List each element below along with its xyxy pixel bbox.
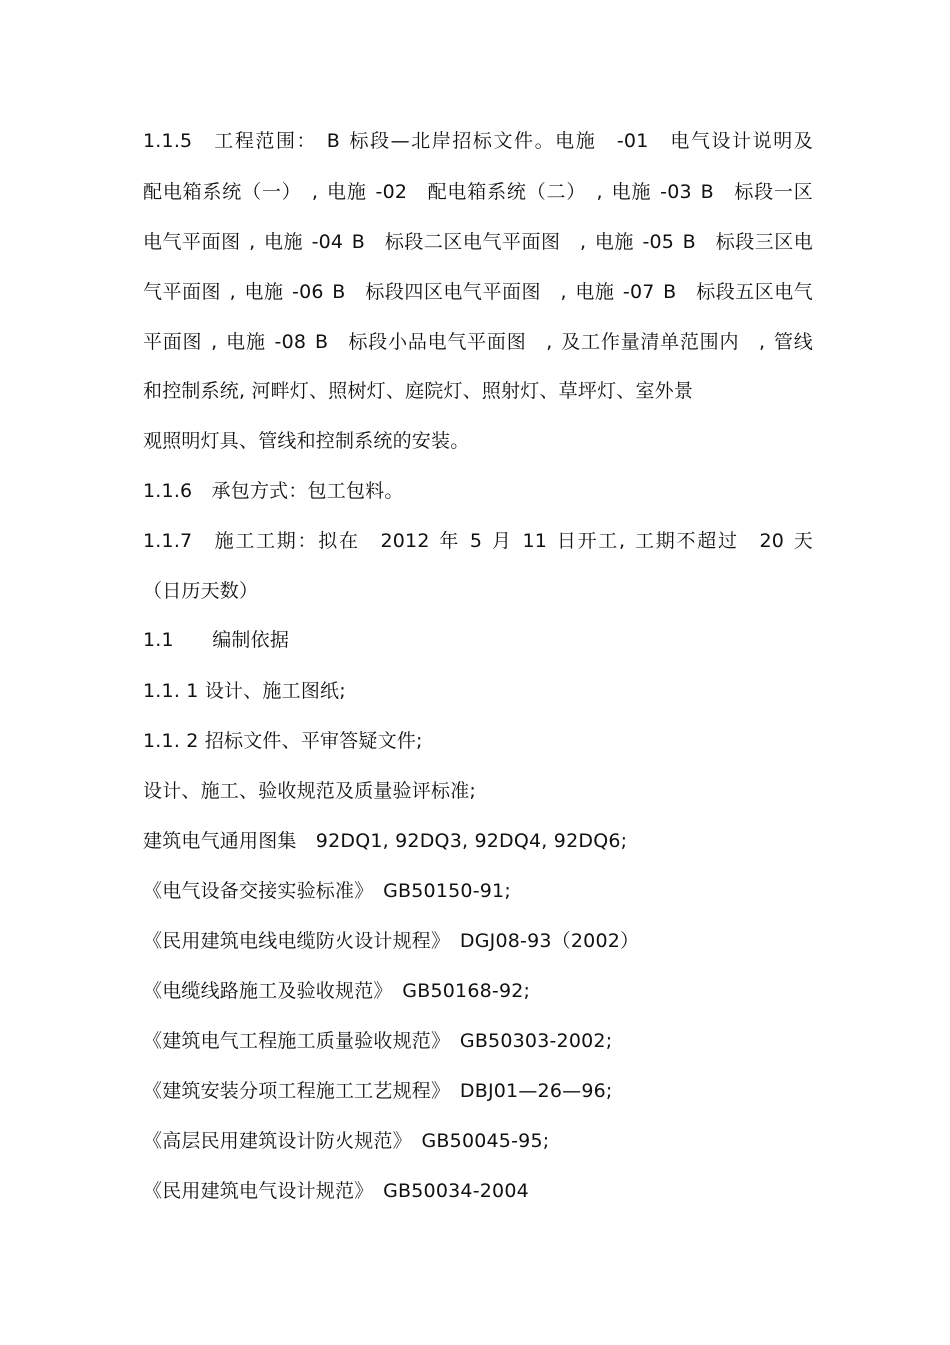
basis-item-atlas: 建筑电气通用图集 92DQ1, 92DQ3, 92DQ4, 92DQ6; [143,830,628,852]
paragraph-scope-line-5: 平面图 , 电施 -08 B 标段小品电气平面图 , 及工作量清单范围内 , 管线 [143,331,813,353]
basis-item-drawings: 1.1. 1 设计、施工图纸; [143,680,346,702]
standard-gb50045: 《高层民用建筑设计防火规范》 GB50045-95; [143,1130,550,1152]
basis-item-tender-docs: 1.1. 2 招标文件、平审答疑文件; [143,730,423,752]
standard-gb50150: 《电气设备交接实验标准》 GB50150-91; [143,880,511,902]
basis-item-standards: 设计、施工、验收规范及质量验评标准; [143,780,477,802]
paragraph-scope-line-3: 电气平面图 , 电施 -04 B 标段二区电气平面图 , 电施 -05 B 标段三区电 [143,231,813,253]
paragraph-scope-line-2: 配电箱系统（一） , 电施 -02 配电箱系统（二） , 电施 -03 B 标段一区 [143,181,813,203]
standard-gb50034: 《民用建筑电气设计规范》 GB50034-2004 [143,1180,529,1202]
standard-gb50168: 《电缆线路施工及验收规范》 GB50168-92; [143,980,531,1002]
standard-dbj01-26: 《建筑安装分项工程施工工艺规程》 DBJ01—26—96; [143,1080,613,1102]
standard-dgj08-93: 《民用建筑电线电缆防火设计规程》 DGJ08-93（2002） [143,930,640,952]
paragraph-scope-line-6: 和控制系统, 河畔灯、照树灯、庭院灯、照射灯、草坪灯、室外景 [143,380,694,402]
construction-period-line-1: 1.1.7 施工工期：拟在 2012 年 5 月 11 日开工, 工期不超过 20 天 [143,530,813,552]
paragraph-scope-line-4: 气平面图 , 电施 -06 B 标段四区电气平面图 , 电施 -07 B 标段五区电气 [143,281,813,303]
standard-gb50303: 《建筑电气工程施工质量验收规范》 GB50303-2002; [143,1030,613,1052]
construction-period-line-2: （日历天数） [143,580,259,602]
paragraph-scope-line-1: 1.1.5 工程范围： B 标段—北岸招标文件。电施 -01 电气设计说明及 [143,130,813,152]
contract-mode-line: 1.1.6 承包方式：包工包料。 [143,480,404,502]
section-heading-basis: 1.1 编制依据 [143,629,290,651]
paragraph-scope-line-7: 观照明灯具、管线和控制系统的安装。 [143,430,470,452]
